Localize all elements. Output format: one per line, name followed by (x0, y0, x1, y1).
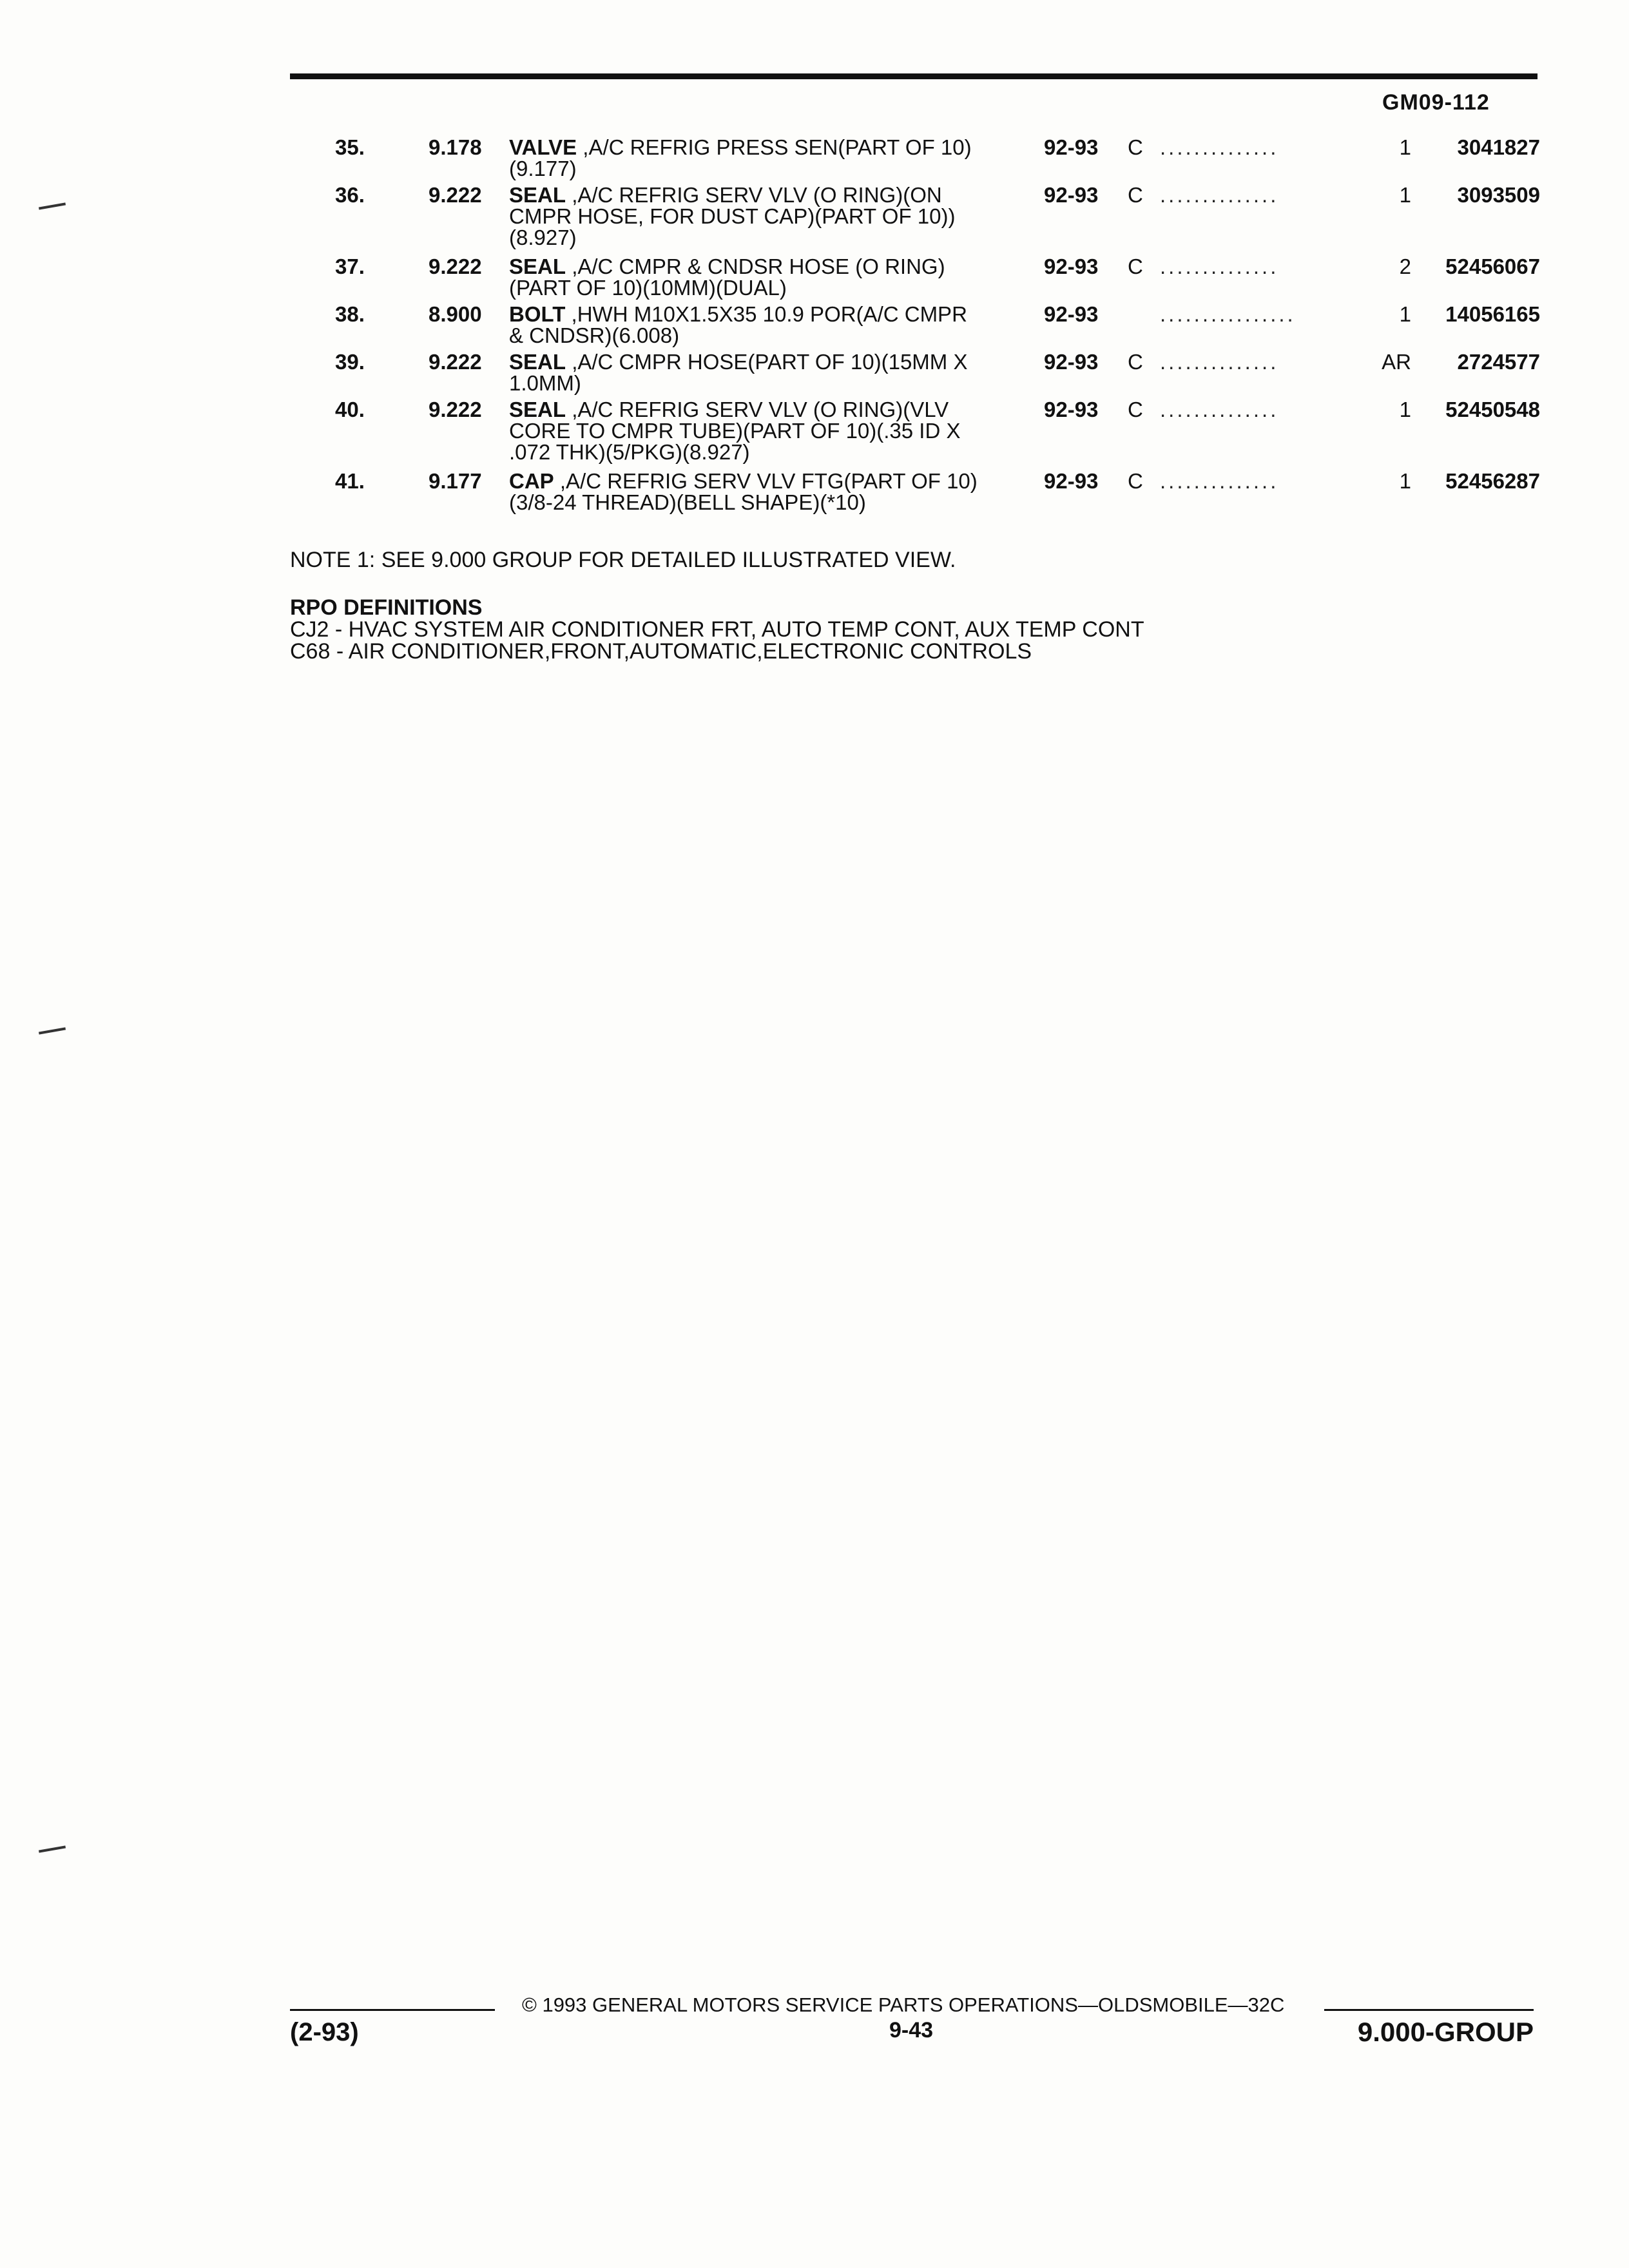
part-description: SEAL ,A/C REFRIG SERV VLV (O RING)(VLV CORE TO CMPR TUBE)(PART OF 10)(.35 ID X .072 THK)(5/PKG)(8.927) (509, 398, 961, 464)
quantity: AR (1382, 350, 1411, 374)
part-description: SEAL ,A/C REFRIG SERV VLV (O RING)(ON CMPR HOSE, FOR DUST CAP)(PART OF 10)) (8.927) (509, 183, 956, 249)
rpo-code: C (1128, 255, 1143, 278)
parts-list (290, 137, 1540, 518)
scan-mark (39, 1845, 66, 1852)
group-number: 9.178 (429, 135, 482, 159)
model-years: 92-93 (1044, 469, 1099, 493)
rpo-heading: RPO DEFINITIONS (290, 595, 483, 620)
part-description: CAP ,A/C REFRIG SERV VLV FTG(PART OF 10) (3/8-24 THREAD)(BELL SHAPE)(*10) (509, 469, 978, 514)
part-name: SEAL (509, 183, 566, 207)
scan-mark (39, 1027, 66, 1034)
model-years: 92-93 (1044, 350, 1099, 374)
part-row (290, 351, 1540, 396)
part-row (290, 184, 1540, 253)
model-years: 92-93 (1044, 398, 1099, 421)
quantity: 2 (1399, 255, 1411, 278)
part-number: 2724577 (1457, 350, 1540, 374)
rpo-definition: C68 - AIR CONDITIONER,FRONT,AUTOMATIC,ELECTRONIC CONTROLS (290, 639, 1032, 664)
item-number: 38. (335, 302, 365, 326)
part-row (290, 399, 1540, 468)
leader-dots: .............. (1160, 135, 1279, 159)
rpo-definition: CJ2 - HVAC SYSTEM AIR CONDITIONER FRT, AUTO TEMP CONT, AUX TEMP CONT (290, 617, 1144, 642)
leader-dots: .............. (1160, 183, 1279, 207)
page-code: GM09-112 (1382, 90, 1490, 115)
group-number: 9.222 (429, 183, 482, 207)
part-number: 3041827 (1457, 135, 1540, 159)
group-number: 9.222 (429, 398, 482, 421)
part-row (290, 256, 1540, 301)
footer-page-number: 9-43 (889, 2018, 934, 2042)
quantity: 1 (1399, 469, 1411, 493)
note-text: NOTE 1: SEE 9.000 GROUP FOR DETAILED ILLUSTRATED VIEW. (290, 548, 956, 572)
quantity: 1 (1399, 302, 1411, 326)
group-number: 9.177 (429, 469, 482, 493)
quantity: 1 (1399, 135, 1411, 159)
quantity: 1 (1399, 398, 1411, 421)
part-number: 52456067 (1445, 255, 1540, 278)
footer-date-code: (2-93) (290, 2018, 359, 2046)
quantity: 1 (1399, 183, 1411, 207)
leader-dots: .............. (1160, 350, 1279, 374)
rpo-code: C (1128, 183, 1143, 207)
group-number: 9.222 (429, 350, 482, 374)
part-name: SEAL (509, 398, 566, 421)
item-number: 36. (335, 183, 365, 207)
scan-mark (39, 202, 66, 209)
leader-dots: ................ (1160, 302, 1296, 326)
leader-dots: .............. (1160, 469, 1279, 493)
model-years: 92-93 (1044, 183, 1099, 207)
part-description: VALVE ,A/C REFRIG PRESS SEN(PART OF 10) (9.177) (509, 135, 972, 180)
header-rule (290, 73, 1537, 79)
footer-rule-left (290, 2009, 495, 2011)
part-number: 14056165 (1445, 302, 1540, 326)
part-description: SEAL ,A/C CMPR & CNDSR HOSE (O RING) (PART OF 10)(10MM)(DUAL) (509, 255, 945, 300)
model-years: 92-93 (1044, 255, 1099, 278)
part-name: CAP (509, 469, 554, 493)
part-description: BOLT ,HWH M10X1.5X35 10.9 POR(A/C CMPR & CNDSR)(6.008) (509, 302, 967, 347)
leader-dots: .............. (1160, 255, 1279, 278)
rpo-code: C (1128, 469, 1143, 493)
group-number: 9.222 (429, 255, 482, 278)
part-number: 52450548 (1445, 398, 1540, 421)
part-name: SEAL (509, 350, 566, 374)
part-row (290, 470, 1540, 515)
footer-rule-right (1324, 2009, 1534, 2011)
part-row (290, 137, 1540, 182)
model-years: 92-93 (1044, 302, 1099, 326)
part-name: VALVE (509, 135, 577, 159)
item-number: 41. (335, 469, 365, 493)
part-number: 3093509 (1457, 183, 1540, 207)
footer-copyright: © 1993 GENERAL MOTORS SERVICE PARTS OPERATIONS—OLDSMOBILE—32C (522, 1994, 1285, 2016)
model-years: 92-93 (1044, 135, 1099, 159)
item-number: 39. (335, 350, 365, 374)
part-row (290, 303, 1540, 349)
item-number: 37. (335, 255, 365, 278)
leader-dots: .............. (1160, 398, 1279, 421)
rpo-code: C (1128, 398, 1143, 421)
part-description: SEAL ,A/C CMPR HOSE(PART OF 10)(15MM X 1.0MM) (509, 350, 968, 395)
rpo-code: C (1128, 350, 1143, 374)
part-name: SEAL (509, 255, 566, 278)
rpo-code: C (1128, 135, 1143, 159)
part-number: 52456287 (1445, 469, 1540, 493)
part-name: BOLT (509, 302, 566, 326)
item-number: 40. (335, 398, 365, 421)
rpo-definitions (290, 597, 1144, 662)
group-number: 8.900 (429, 302, 482, 326)
item-number: 35. (335, 135, 365, 159)
footer-group: 9.000-GROUP (1357, 2017, 1534, 2047)
